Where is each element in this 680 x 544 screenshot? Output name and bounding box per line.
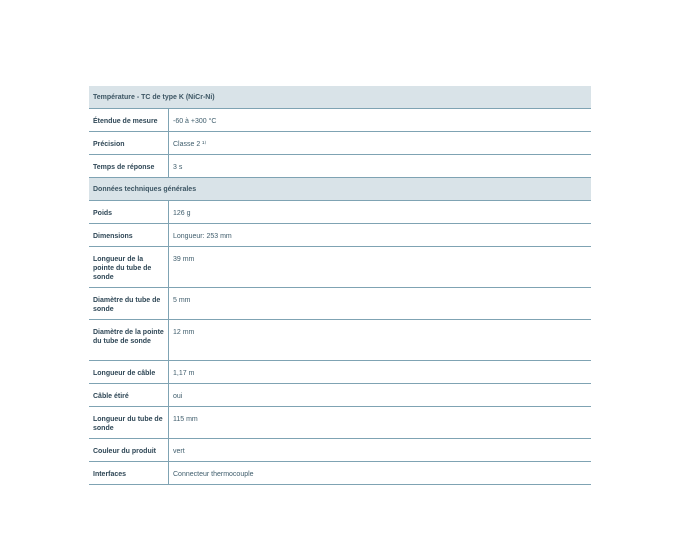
row-label: Poids [89,201,169,224]
table-row [89,155,591,178]
row-label: Longueur de câble [89,361,169,384]
row-value: vert [169,439,592,462]
row-label: Longueur du tube de sonde [89,407,169,439]
row-value: 115 mm [169,407,592,439]
section-title: Température - TC de type K (NiCr-Ni) [89,86,591,109]
table-row [89,439,591,462]
row-value: 1,17 m [169,361,592,384]
section-title: Données techniques générales [89,178,591,201]
row-label: Couleur du produit [89,439,169,462]
row-label: Câble étiré [89,384,169,407]
row-label: Dimensions [89,224,169,247]
section-header-general [89,178,591,201]
table-row [89,224,591,247]
table-row [89,384,591,407]
row-value: 12 mm [169,320,592,361]
table-row [89,132,591,155]
row-value: Longueur: 253 mm [169,224,592,247]
section-header-temperature [89,86,591,109]
row-label: Longueur de la pointe du tube de sonde [89,247,169,288]
row-value: 5 mm [169,288,592,320]
table-row [89,201,591,224]
table-row [89,361,591,384]
row-value: 39 mm [169,247,592,288]
row-value: oui [169,384,592,407]
table-row [89,407,591,439]
table-row [89,320,591,361]
row-label: Précision [89,132,169,155]
table-row [89,288,591,320]
row-label: Diamètre du tube de sonde [89,288,169,320]
row-label: Interfaces [89,462,169,485]
row-value: 126 g [169,201,592,224]
table-row [89,247,591,288]
row-label: Temps de réponse [89,155,169,178]
row-value: Classe 2 ¹⁾ [169,132,592,155]
table-row [89,462,591,485]
row-value: -60 à +300 °C [169,109,592,132]
row-value: 3 s [169,155,592,178]
spec-table [89,86,591,485]
row-label: Diamètre de la pointe du tube de sonde [89,320,169,361]
row-label: Étendue de mesure [89,109,169,132]
table-row [89,109,591,132]
row-value: Connecteur thermocouple [169,462,592,485]
